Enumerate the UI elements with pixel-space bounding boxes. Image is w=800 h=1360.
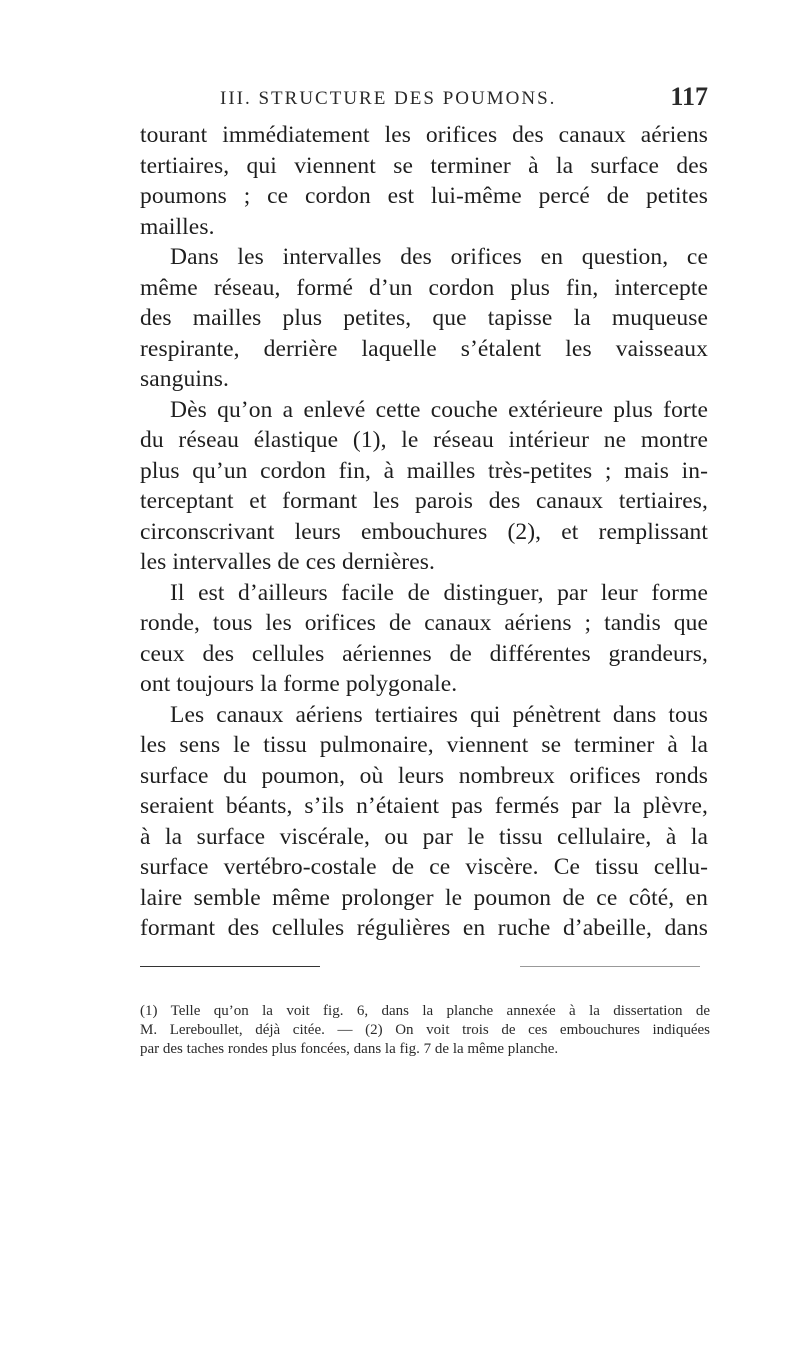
page-rule xyxy=(520,966,700,967)
running-head xyxy=(140,82,708,118)
text-line: mailles. xyxy=(140,213,215,240)
footnote-separator xyxy=(140,966,320,967)
text-line: poumons ; ce cordon est lui-même percé de petites xyxy=(140,183,708,209)
text-line: du réseau élastique (1), le réseau intérieur ne montre xyxy=(140,427,708,453)
text-line: terceptant et formant les parois des canaux tertiaires, xyxy=(140,488,708,514)
text-line: les sens le tissu pulmonaire, viennent se terminer à la xyxy=(140,732,708,758)
text-line: respirante, derrière laquelle s’étalent les vaisseaux xyxy=(140,335,708,362)
text-line: les intervalles de ces dernières. xyxy=(140,549,435,575)
footnotes xyxy=(140,1002,710,1059)
text-line: tertiaires, qui viennent se terminer à la surface des xyxy=(140,152,708,179)
footnote-line: M. Lereboullet, déjà citée. — (2) On voit trois de ces embouchures indiquées xyxy=(140,1022,710,1038)
text-line: des mailles plus petites, que tapisse la muqueuse xyxy=(140,305,708,331)
text-line: ceux des cellules aériennes de différentes grandeurs, xyxy=(140,640,708,667)
text-line: plus qu’un cordon fin, à mailles très-petites ; mais in- xyxy=(140,457,708,484)
text-line: Dans les intervalles des orifices en question, ce xyxy=(170,244,708,270)
text-line: sanguins. xyxy=(140,366,230,392)
text-line: laire semble même prolonger le poumon de ce côté, en xyxy=(140,884,708,911)
text-line: même réseau, formé d’un cordon plus fin, intercepte xyxy=(140,274,708,301)
text-line: circonscrivant leurs embouchures (2), et remplissant xyxy=(140,518,708,545)
text-line: ont toujours la forme polygonale. xyxy=(140,671,458,697)
text-line: ronde, tous les orifices de canaux aériens ; tandis que xyxy=(140,610,708,636)
text-line: Dès qu’on a enlevé cette couche extérieure plus forte xyxy=(170,396,708,423)
text-line: tourant immédiatement les orifices des canaux aériens xyxy=(140,122,708,148)
text-line: Il est d’ailleurs facile de distinguer, par leur forme xyxy=(170,579,708,606)
text-line: surface du poumon, où leurs nombreux orifices ronds xyxy=(140,762,708,789)
text-line: Les canaux aériens tertiaires qui pénètrent dans tous xyxy=(170,701,708,728)
page-number: 117 xyxy=(670,82,708,111)
text-line: à la surface viscérale, ou par le tissu cellulaire, à la xyxy=(140,823,708,850)
footnote-line: (1) Telle qu’on la voit fig. 6, dans la planche annexée à la dissertation de xyxy=(140,1003,710,1019)
text-line: formant des cellules régulières en ruche d’abeille, dans xyxy=(140,915,708,941)
running-head-title: III. STRUCTURE DES POUMONS. xyxy=(220,88,557,109)
text-line: surface vertébro-costale de ce viscère. Ce tissu cellu- xyxy=(140,854,708,880)
footnote-line: par des taches rondes plus foncées, dans la fig. 7 de la même planche. xyxy=(140,1041,559,1057)
text-line: seraient béants, s’ils n’étaient pas fermés par la plèvre, xyxy=(140,793,708,819)
body-text xyxy=(140,120,708,944)
